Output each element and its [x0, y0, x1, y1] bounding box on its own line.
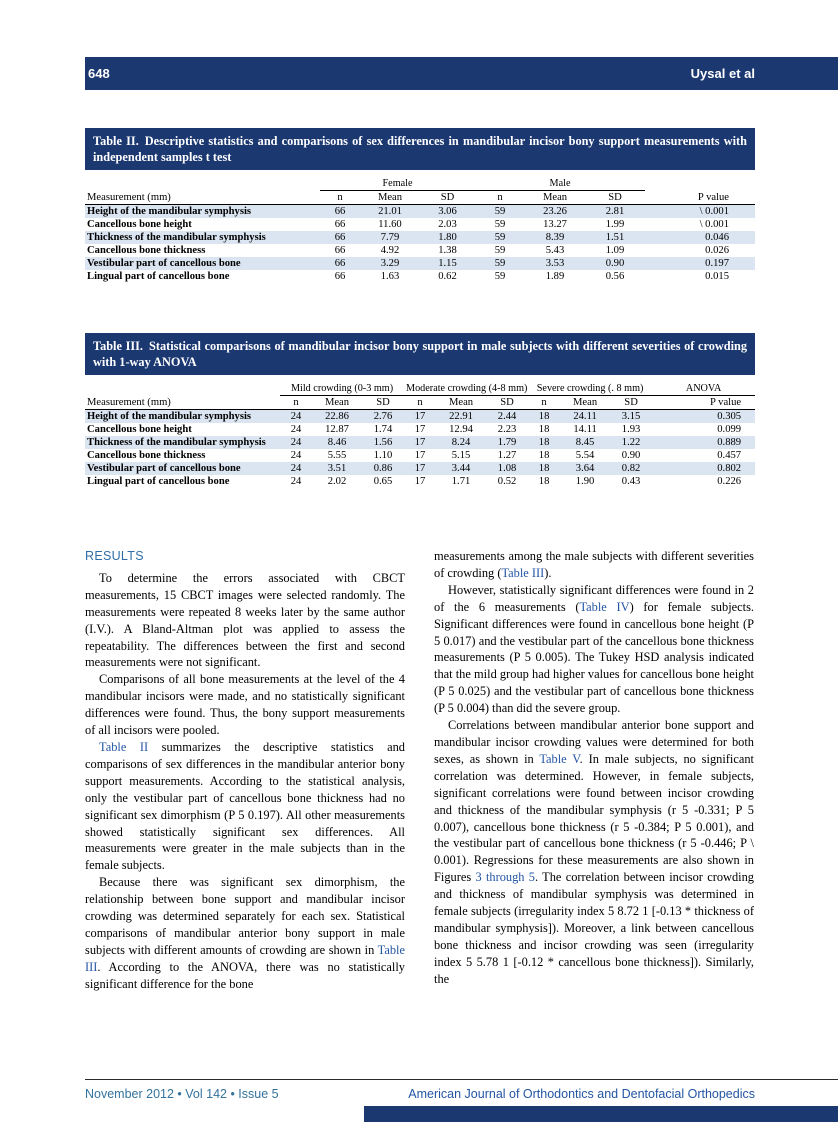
- column-header-sd: SD: [610, 396, 652, 410]
- value-cell: 24: [290, 450, 302, 461]
- value-cell: 1.56: [373, 437, 393, 448]
- text-segment: ).: [544, 565, 552, 580]
- journal-name: American Journal of Orthodontics and Dentofacial Orthopedics: [408, 1087, 755, 1101]
- value-cell: 22.91: [449, 411, 473, 422]
- value-cell: 1.63: [380, 271, 400, 282]
- column-header-mean: Mean: [360, 191, 420, 205]
- cross-reference-link[interactable]: Table III: [501, 565, 545, 580]
- value-cell: 66: [334, 219, 346, 230]
- column-header-mean: Mean: [436, 396, 486, 410]
- value-cell: 3.44: [451, 463, 471, 474]
- value-cell: 0.52: [497, 476, 517, 487]
- table-row: [85, 205, 755, 219]
- column-header-n: n: [404, 396, 436, 410]
- column-group-header-moderate: Moderate crowding (4-8 mm): [406, 383, 528, 394]
- table-row: [85, 462, 755, 475]
- column-header-sd: SD: [486, 396, 528, 410]
- value-cell: 3.29: [380, 258, 400, 269]
- p-value-cell: 0.457: [717, 450, 742, 461]
- p-value-cell: \ 0.001: [699, 219, 730, 230]
- results-section: [85, 548, 755, 993]
- value-cell: 1.51: [605, 232, 625, 243]
- column-header-n: n: [475, 191, 525, 205]
- text-column-left: [85, 548, 405, 993]
- value-cell: 8.45: [575, 437, 595, 448]
- measurement-label: Vestibular part of cancellous bone: [87, 463, 241, 474]
- value-cell: 12.87: [325, 424, 349, 435]
- column-group-header-female: Female: [320, 177, 475, 191]
- value-cell: 5.43: [545, 245, 565, 256]
- value-cell: 14.11: [573, 424, 597, 435]
- value-cell: 18: [538, 424, 550, 435]
- value-cell: 24: [290, 424, 302, 435]
- text-segment: ) for female subjects. Significant differences were found in cancellous bone height (P 5 0.017) and the vestibular part of the cancellous bone thickness measurements (P 5 0.005). The Tukey HSD analysis indicated that the mild group had higher values for cancellous bone height (P 5 0.025) and the vestibular part of cancellous bone thickness (P 5 0.004) than did the severe group.: [434, 599, 754, 716]
- column-header-sd: SD: [585, 191, 645, 205]
- paragraph: [85, 671, 405, 739]
- value-cell: 0.90: [621, 450, 641, 461]
- value-cell: 18: [538, 463, 550, 474]
- value-cell: 5.54: [575, 450, 595, 461]
- value-cell: 1.09: [605, 245, 625, 256]
- value-cell: 59: [494, 206, 506, 217]
- p-value-cell: 0.305: [717, 411, 742, 422]
- value-cell: 3.15: [621, 411, 641, 422]
- value-cell: 3.64: [575, 463, 595, 474]
- value-cell: 0.43: [621, 476, 641, 487]
- value-cell: 24: [290, 463, 302, 474]
- value-cell: 17: [414, 424, 426, 435]
- value-cell: 0.86: [373, 463, 393, 474]
- value-cell: 1.27: [497, 450, 517, 461]
- cross-reference-link[interactable]: Table II: [99, 739, 149, 754]
- value-cell: 1.71: [451, 476, 471, 487]
- value-cell: 0.62: [438, 271, 457, 282]
- column-header-measurement: Measurement (mm): [85, 191, 320, 205]
- p-value-cell: 0.046: [705, 232, 730, 243]
- value-cell: 18: [538, 411, 550, 422]
- value-cell: 17: [414, 450, 426, 461]
- value-cell: 18: [538, 437, 550, 448]
- table-row: [85, 436, 755, 449]
- value-cell: 3.53: [545, 258, 565, 269]
- left-column-paragraphs: [85, 570, 405, 993]
- value-cell: 0.82: [621, 463, 641, 474]
- value-cell: 0.65: [373, 476, 393, 487]
- p-value-cell: 0.889: [717, 437, 742, 448]
- value-cell: 1.10: [373, 450, 393, 461]
- value-cell: 66: [334, 232, 346, 243]
- text-segment: . According to the ANOVA, there was no statistically significant difference for the bone: [85, 959, 405, 991]
- table-row: [85, 449, 755, 462]
- measurement-label: Thickness of the mandibular symphysis: [87, 232, 266, 243]
- value-cell: 3.51: [327, 463, 347, 474]
- value-cell: 18: [538, 450, 550, 461]
- table-iii-grid: [85, 382, 755, 488]
- p-value-cell: 0.197: [705, 258, 730, 269]
- p-value-cell: 0.226: [717, 476, 742, 487]
- table-ii: [85, 128, 755, 283]
- value-cell: 8.46: [327, 437, 347, 448]
- text-segment: Correlations between mandibular anterior bone support and mandibular incisor crowding values were determined for both sexes, as shown in: [434, 718, 754, 766]
- column-header-n: n: [280, 396, 312, 410]
- value-cell: 1.38: [438, 245, 457, 256]
- value-cell: 59: [494, 258, 506, 269]
- text-segment: To determine the errors associated with CBCT measurements, 15 CBCT images were selected randomly. The measurements were repeated 8 weeks later by the same author (I.V.). A Bland-Altman plot was applied to assess the repeatability. The differences between the first and second measurements were not significant.: [85, 570, 405, 670]
- column-group-header-male: Male: [475, 177, 645, 191]
- table-iii-label: Table III.: [93, 339, 144, 353]
- value-cell: 1.80: [438, 232, 457, 243]
- text-segment: Because there was significant sex dimorphism, the relationship between bone support and mandibular incisor crowding was determined separately for each sex. Statistical comparisons of mandibular anterior bony support in male subjects with different amounts of crowding are shown in: [85, 875, 405, 957]
- value-cell: 2.23: [497, 424, 517, 435]
- value-cell: 4.92: [380, 245, 400, 256]
- table-row: [85, 244, 755, 257]
- measurement-label: Height of the mandibular symphysis: [87, 411, 252, 422]
- value-cell: 2.44: [497, 411, 517, 422]
- group-header-row: [85, 382, 755, 396]
- header-bar: [85, 57, 838, 90]
- table-iii: [85, 333, 755, 488]
- value-cell: 66: [334, 245, 346, 256]
- value-cell: 17: [414, 476, 426, 487]
- value-cell: 2.76: [373, 411, 393, 422]
- value-cell: 5.15: [451, 450, 471, 461]
- value-cell: 12.94: [449, 424, 473, 435]
- text-segment: However, statistically significant differences were found in 2 of the 6 measurements (: [434, 582, 754, 614]
- value-cell: 5.55: [327, 450, 347, 461]
- table-row: [85, 423, 755, 436]
- right-column-paragraphs: [434, 548, 754, 988]
- value-cell: 0.90: [605, 258, 625, 269]
- value-cell: 59: [494, 219, 506, 230]
- cross-reference-link[interactable]: Table IV: [579, 599, 630, 614]
- value-cell: 59: [494, 271, 506, 282]
- column-header-mean: Mean: [525, 191, 585, 205]
- value-cell: 1.08: [497, 463, 517, 474]
- text-segment: measurements among the male subjects with different severities of crowding (: [434, 549, 754, 580]
- text-segment: . The correlation between incisor crowding and thickness of mandibular symphysis was determined in female subjects (irregularity index 5 8.72 1 [-0.13 * thickness of mandibular symphysis]). Moreover, a link between cancellous bone thickness and incisor crowding was seen (irregularity index 5 5.78 1 [-0.12 * cancellous bone thickness]). Similarly, the: [434, 870, 755, 986]
- value-cell: 17: [414, 437, 426, 448]
- p-value-cell: 0.802: [717, 463, 742, 474]
- column-header-mean: Mean: [560, 396, 610, 410]
- column-group-header-severe: Severe crowding (. 8 mm): [528, 382, 652, 396]
- value-cell: 1.89: [545, 271, 565, 282]
- running-head: Uysal et al: [690, 66, 755, 81]
- value-cell: 1.93: [621, 424, 641, 435]
- value-cell: 2.03: [438, 219, 457, 230]
- spacer-cell: [85, 382, 280, 396]
- value-cell: 66: [334, 271, 346, 282]
- value-cell: 1.15: [438, 258, 457, 269]
- value-cell: 22.86: [325, 411, 349, 422]
- table-ii-caption: Descriptive statistics and comparisons of sex differences in mandibular incisor bony support measurements with independent samples t test: [93, 134, 747, 164]
- table-row: [85, 410, 755, 424]
- measurement-label: Cancellous bone thickness: [87, 245, 206, 256]
- value-cell: 21.01: [378, 206, 402, 217]
- footer: [85, 1087, 838, 1101]
- measurement-label: Lingual part of cancellous bone: [87, 476, 230, 487]
- p-value-cell: 0.099: [717, 424, 742, 435]
- value-cell: 7.79: [380, 232, 400, 243]
- spacer-cell: [645, 177, 755, 191]
- column-header-row: [85, 396, 755, 410]
- footer-bar: [364, 1106, 838, 1122]
- text-segment: summarizes the descriptive statistics and comparisons of sex differences in the mandibular anterior bony support measurements. According to the statistical analysis, only the vestibular part of cancellous bone thickness had no significant sex dimorphism (P 5 0.197). All other measurements showed statistically significant sex differences. All measurements were greater in the male subjects than in the female subjects.: [85, 739, 405, 873]
- text-segment: . In male subjects, no significant correlation was determined. However, in female subjects, significant correlations were found between incisor crowding and thickness of the mandibular symphysis (r 5 -0.331; P 5 0.007), cancellous bone thickness (r 5 -0.384; P 5 0.001), and the vestibular part of cancellous bone thickness (r 5 -0.446; P \ 0.001). Regressions for these measurements are also shown in Figures: [434, 751, 754, 885]
- value-cell: 1.90: [575, 476, 595, 487]
- value-cell: 24: [290, 476, 302, 487]
- footer-divider: [85, 1079, 838, 1080]
- measurement-label: Height of the mandibular symphysis: [87, 206, 252, 217]
- text-segment: Comparisons of all bone measurements at the level of the 4 mandibular incisors were made, and no statistically significant differences were found. Thus, the bony support measurements of all incisors were pooled.: [85, 672, 405, 738]
- table-iii-caption: Statistical comparisons of mandibular incisor bony support in male subjects with different severities of crowding with 1-way ANOVA: [93, 339, 747, 369]
- measurement-label: Cancellous bone thickness: [87, 450, 206, 461]
- results-heading: RESULTS: [85, 549, 144, 563]
- table-row: [85, 257, 755, 270]
- column-header-pvalue: P value: [652, 396, 755, 410]
- column-header-n: n: [320, 191, 360, 205]
- table-row: [85, 475, 755, 488]
- table-row: [85, 270, 755, 283]
- issue-info: November 2012 • Vol 142 • Issue 5: [85, 1087, 279, 1101]
- value-cell: 66: [334, 258, 346, 269]
- value-cell: 11.60: [378, 219, 402, 230]
- value-cell: 17: [414, 463, 426, 474]
- value-cell: 59: [494, 245, 506, 256]
- value-cell: 2.81: [605, 206, 625, 217]
- value-cell: 23.26: [543, 206, 567, 217]
- table-row: [85, 231, 755, 244]
- value-cell: 0.56: [605, 271, 625, 282]
- paragraph: [85, 739, 405, 874]
- table-row: [85, 218, 755, 231]
- value-cell: 24.11: [573, 411, 597, 422]
- group-header-row: [85, 177, 755, 191]
- value-cell: 66: [334, 206, 346, 217]
- table-ii-title: [85, 128, 755, 170]
- paragraph: [434, 548, 754, 582]
- spacer-cell: [85, 177, 320, 191]
- value-cell: 8.24: [451, 437, 471, 448]
- cross-reference-link[interactable]: 3 through 5: [475, 870, 535, 885]
- value-cell: 1.22: [621, 437, 641, 448]
- measurement-label: Lingual part of cancellous bone: [87, 271, 230, 282]
- value-cell: 2.02: [327, 476, 347, 487]
- column-header-pvalue: P value: [645, 191, 755, 205]
- paragraph: [434, 582, 754, 717]
- value-cell: 17: [414, 411, 426, 422]
- table-ii-grid: [85, 177, 755, 283]
- measurement-label: Cancellous bone height: [87, 219, 192, 230]
- value-cell: 24: [290, 437, 302, 448]
- measurement-label: Vestibular part of cancellous bone: [87, 258, 241, 269]
- value-cell: 1.79: [497, 437, 517, 448]
- measurement-label: Thickness of the mandibular symphysis: [87, 437, 266, 448]
- p-value-cell: 0.015: [705, 271, 730, 282]
- value-cell: 18: [538, 476, 550, 487]
- page-number: 648: [88, 66, 110, 81]
- value-cell: 1.99: [605, 219, 625, 230]
- table-ii-label: Table II.: [93, 134, 139, 148]
- column-header-sd: SD: [362, 396, 404, 410]
- paragraph: [85, 874, 405, 992]
- value-cell: 13.27: [543, 219, 567, 230]
- paragraph: [85, 570, 405, 671]
- p-value-cell: 0.026: [705, 245, 730, 256]
- value-cell: 8.39: [545, 232, 565, 243]
- value-cell: 3.06: [438, 206, 457, 217]
- measurement-label: Cancellous bone height: [87, 424, 192, 435]
- column-header-n: n: [528, 396, 560, 410]
- column-header-row: [85, 191, 755, 205]
- value-cell: 1.74: [373, 424, 393, 435]
- paragraph: [434, 717, 754, 988]
- column-group-header-anova: ANOVA: [652, 382, 755, 396]
- column-header-measurement: Measurement (mm): [85, 396, 280, 410]
- value-cell: 24: [290, 411, 302, 422]
- cross-reference-link[interactable]: Table III: [85, 942, 405, 974]
- text-column-right: [434, 548, 754, 993]
- column-header-sd: SD: [420, 191, 475, 205]
- column-group-header-mild: Mild crowding (0-3 mm): [280, 382, 404, 396]
- value-cell: 59: [494, 232, 506, 243]
- p-value-cell: \ 0.001: [699, 206, 730, 217]
- table-iii-title: [85, 333, 755, 375]
- cross-reference-link[interactable]: Table V: [539, 751, 580, 766]
- column-header-mean: Mean: [312, 396, 362, 410]
